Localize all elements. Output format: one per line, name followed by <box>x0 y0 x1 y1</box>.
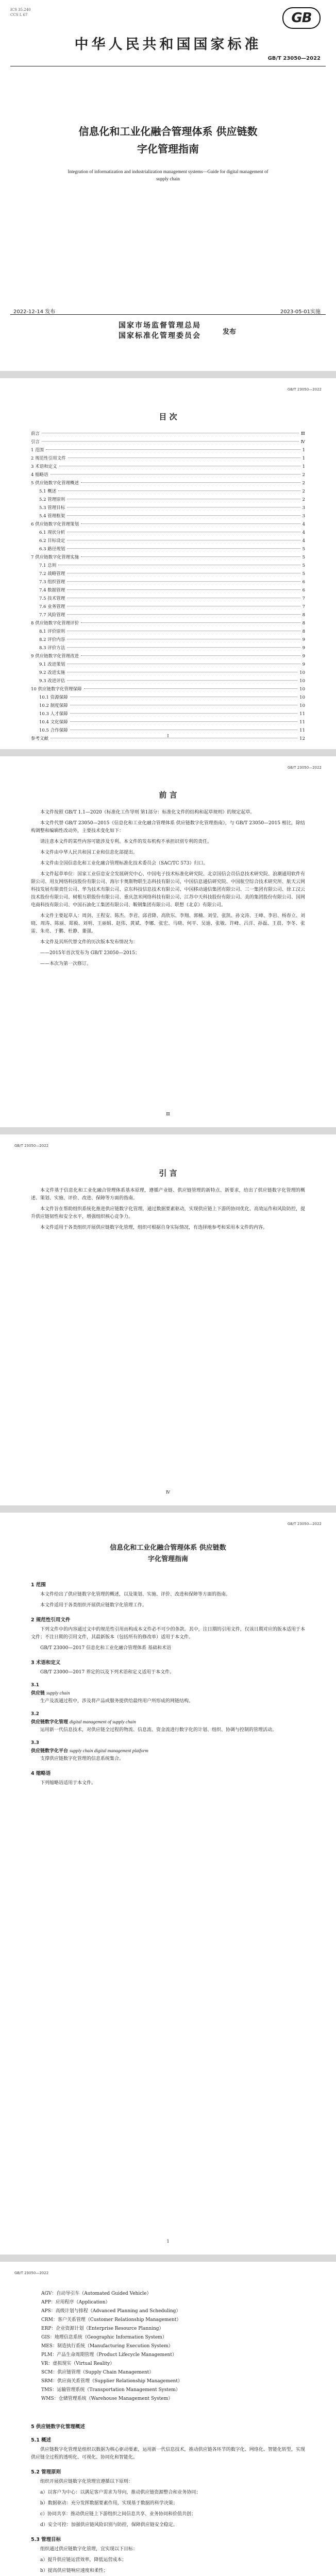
toc-entry-page: 5 <box>302 571 305 577</box>
toc-entry-label: 10.5 合作保障 <box>39 728 68 733</box>
toc-entry[interactable] <box>31 586 305 595</box>
toc-entry-page: 5 <box>302 563 305 568</box>
page-header-number: GB/T 23050—2022 <box>287 387 322 392</box>
abbreviation-item: PLM：产品生命周期管理（Product Lifecycle Management） <box>41 2352 177 2358</box>
toc-entry-label: 5.3 管理目标 <box>39 505 65 511</box>
ics-ccs-codes <box>10 7 31 18</box>
publish-label: 发布 <box>223 328 237 336</box>
toc-entry-page: 8 <box>302 621 305 626</box>
gb-logo <box>282 7 321 29</box>
standard-title: 中华人民共和国国家标准 <box>74 37 262 53</box>
toc-entry[interactable] <box>31 512 305 520</box>
toc-entry[interactable] <box>31 595 305 603</box>
toc-entry[interactable] <box>31 644 305 652</box>
foreword-paragraph: 本文件及其所代替文件的历次版本发布情况为： <box>40 940 138 945</box>
cover-bottom-rule <box>10 314 326 315</box>
toc-entry[interactable] <box>31 471 305 479</box>
term-definition: 生产及流通过程中，涉及将产品或服务提供给最终用户所形成的网链结构。 <box>40 1699 194 1704</box>
abbreviation-item: APP：应用程序（Application） <box>41 2300 110 2305</box>
section-paragraph: a）提升供应链运营效率，降低运营成本； <box>40 2557 127 2563</box>
toc-entry-label: 7.1 总则 <box>39 563 57 568</box>
toc-entry-label: 9.2 改进实施 <box>39 670 65 675</box>
page-header-number: GB/T 23050—2022 <box>287 766 322 770</box>
toc-entry-page: Ⅳ <box>300 439 305 445</box>
toc-entry[interactable] <box>31 430 305 438</box>
publish-date: 2022-12-14 发布 <box>13 309 56 315</box>
toc-entry-label: 8 供应链数字化管理评价 <box>31 621 79 626</box>
toc-entry-page: 6 <box>302 588 305 593</box>
toc-entry[interactable] <box>31 685 305 693</box>
toc-entry-label: 8.1 评价原则 <box>39 629 65 634</box>
foreword-paragraph: 本文件起草单位：国家工业信息安全发展研究中心、中国电子技术标准化研究院、北京国信会员信息技术研究院、浪潮通用软件有限公司、用友网络科技股份有限公司、海尔卡奥斯物联生态科技有限公司、中国信息通信研究院、中国航空综合技术研究所、航天云网科技发展有限责任公司、华为技术有限公司、京东科技信息技术有限公司、中国移动通信集团有限公司、三一集团有限公司、徐工汉云技术股份有限公司、树根互联股份有限公司、重庆忽米网络科技有限公司、江苏中天科技股份有限公司、美的集团股份有限公司、国网电商科技有限公司、中国石油化工集团有限公司、鞍钢集团有限公司、联想（北京）有限公司。 <box>31 872 305 908</box>
toc-entry-page: Ⅲ <box>300 431 305 436</box>
toc-entry[interactable] <box>31 693 305 702</box>
body-page-1 <box>0 1513 336 2255</box>
toc-leader-dots <box>67 680 297 681</box>
foreword-paragraph: ——本次为第一次修订。 <box>40 961 92 967</box>
body-page-2 <box>0 2262 336 2576</box>
cover-title-cn: 信息化和工业化融合管理体系 供应链数字化管理指南 <box>78 125 258 155</box>
toc-entry-page: 1 <box>302 464 305 469</box>
toc-entry-page: 4 <box>302 530 305 535</box>
toc-leader-dots <box>84 688 298 689</box>
section-paragraph: b）数据驱动：充分发挥数据要素作用，实现基于数据的科学决策； <box>40 2501 178 2506</box>
section-heading: 1 范围 <box>31 1582 46 1588</box>
toc-entry-label: 10.4 文化保障 <box>39 720 68 725</box>
toc-entry-page: 9 <box>302 637 305 642</box>
toc-entry-label: 10.2 制度保障 <box>39 703 68 708</box>
term-definition: 运用新一代信息技术，对供应链全过程的物流、信息流、资金流进行数字化的计划、组织、协调与控制的管理活动。 <box>40 1727 277 1733</box>
foreword-page <box>0 756 336 1127</box>
toc-entry[interactable] <box>31 660 305 669</box>
page-footer-number: 1 <box>166 2239 170 2244</box>
ics-code: ICS 35.240 <box>10 8 31 12</box>
toc-entry[interactable] <box>31 553 305 562</box>
toc-entry-page: 11 <box>299 728 305 733</box>
toc-entry-page: 8 <box>302 629 305 634</box>
toc-entry-label: 5.4 管理框架 <box>39 514 65 519</box>
page2-content <box>31 2416 305 2576</box>
toc-leader-dots <box>46 449 300 450</box>
toc-leader-dots <box>81 655 300 656</box>
publisher-1: 国家市场监督管理总局 <box>119 321 201 330</box>
foreword-paragraph: 请注意本文件的某些内容可能涉及专利。本文件的发布机构不承担识别专利的责任。 <box>40 839 212 844</box>
toc-entry[interactable] <box>31 454 305 463</box>
toc-entry-page: 2 <box>302 497 305 502</box>
cover-page <box>0 0 336 371</box>
toc-entry-page: 1 <box>302 448 305 453</box>
toc-entry-page: 9 <box>302 654 305 659</box>
page-separator <box>0 749 336 756</box>
section-paragraph: 本文件给出了供应链数字化管理的概述，以及策划、实施、评价、改进和保障等方面的指南。 <box>40 1592 231 1597</box>
toc-list <box>31 430 305 743</box>
toc-entry-label: 8.3 评价方法 <box>39 646 65 651</box>
abbreviation-item: VR：虚拟现实（Virtual Reality） <box>41 2361 115 2366</box>
toc-entry-page: 4 <box>302 522 305 527</box>
section-paragraph: b）提高供应链响应速度和柔性； <box>40 2568 108 2573</box>
term-name-en: supply chain digital management platform <box>69 1748 148 1753</box>
toc-entry-label: 10.1 资源保障 <box>39 695 68 700</box>
abbreviation-item: ERP：企业资源计划（Enterprise Resource Planning） <box>41 2326 164 2331</box>
toc-entry-label: 5 供应链数字化管理概述 <box>31 481 79 486</box>
intro-body <box>31 1187 305 1235</box>
term-name-en: supply chain <box>46 1690 70 1696</box>
toc-page <box>0 378 336 749</box>
toc-entry-label: 6.3 路径规划 <box>39 547 65 552</box>
toc-entry[interactable] <box>31 562 305 570</box>
foreword-title: 前 言 <box>159 790 177 800</box>
term-name-line <box>31 1718 305 1726</box>
toc-leader-dots <box>67 515 300 516</box>
abbreviation-item: TMS：运输管理系统（Transportation Management System） <box>41 2387 180 2393</box>
toc-entry-page: 2 <box>302 481 305 486</box>
abbreviation-item: WMS：仓储管理系统（Warehouse Management System） <box>41 2396 173 2401</box>
section-paragraph: 本文件适用于各类组织开展供应链数字化管理工作。 <box>40 1603 147 1608</box>
toc-entry-label: 5.2 管理原则 <box>39 497 65 502</box>
toc-entry-label: 参考文献 <box>31 736 49 741</box>
page-separator <box>0 1505 336 1513</box>
section-paragraph: d）安全可控：加强供应链风险识别与防控，保障供应链安全稳定。 <box>40 2522 178 2528</box>
section-paragraph: c）协同共享：推动供应链上下游组织之间信息共享、业务协同和价值共创； <box>40 2512 196 2517</box>
toc-leader-dots <box>67 647 300 648</box>
section-heading: 5.3 管理目标 <box>31 2537 61 2543</box>
toc-entry-page: 10 <box>299 703 305 708</box>
abbreviation-item: MES：制造执行系统（Manufacturing Execution System） <box>41 2344 173 2349</box>
toc-entry[interactable] <box>31 611 305 619</box>
section-heading: 2 规范性引用文件 <box>31 1617 71 1623</box>
toc-entry-label: 2 规范性引用文件 <box>31 456 66 461</box>
section-paragraph: 供应链数字化管理是组织以数据为核心驱动要素，运用新一代信息技术，推动供应链各环节的数字化、网络化、智能化转型，实现供应链全过程的透明化、可视化、协同化和智能化。 <box>31 2447 305 2460</box>
toc-entry-page: 1 <box>302 456 305 461</box>
toc-leader-dots <box>58 490 300 491</box>
toc-entry[interactable] <box>31 496 305 504</box>
toc-entry-page: 7 <box>302 604 305 609</box>
page-header-number: GB/T 23050—2022 <box>14 2271 49 2275</box>
toc-entry-page: 10 <box>299 670 305 675</box>
foreword-paragraph: 本文件主要起草人：周剑、王程安、陈杰、李君、邱君降、高欣东、李翔、郭楠、刘莹、张凯、孙文涛、王峰、李岩、杨春立、刘晓、周涛、陈丽、郑毅、刘明、王丽娟、赵伟、黄斌、李娜、张宏、马晓、何平、吴迪、张敏、许峰、吕洋、孙磊、王晨、李冬、张雷、朱亮、于鹏、杜静、董强。 <box>31 913 305 934</box>
term-definition: 支撑供应链数字化管理的信息系统集合。 <box>40 1756 124 1761</box>
toc-entry[interactable] <box>31 677 305 685</box>
toc-entry-label: 7.5 技术管理 <box>39 596 65 601</box>
cover-title-en: Integration of informatization and industrialization management systems—Guide for digital management of supply chain <box>68 169 268 181</box>
toc-entry-label: 9.1 改进策划 <box>39 662 65 667</box>
foreword-body <box>31 809 305 971</box>
toc-entry-label: 6 供应链数字化管理策划 <box>31 522 79 527</box>
toc-leader-dots <box>67 581 300 582</box>
body-content <box>31 1574 305 1790</box>
toc-entry[interactable] <box>31 628 305 636</box>
body-title: 信息化和工业化融合管理体系 供应链数字化管理指南 <box>110 1544 226 1563</box>
section-heading: 5 供应链数字化管理概述 <box>31 2424 85 2430</box>
toc-entry-label: 4 缩略语 <box>31 472 48 478</box>
term-name-line <box>31 1747 305 1755</box>
toc-entry-page: 4 <box>302 538 305 544</box>
term-number: 3.3 <box>31 1740 39 1745</box>
term-number: 3.1 <box>31 1683 39 1688</box>
term-entry <box>31 1710 305 1734</box>
toc-entry-page: 12 <box>299 736 305 741</box>
toc-leader-dots <box>81 622 300 623</box>
page-separator <box>0 371 336 378</box>
section-paragraph: 下列文件中的内容通过文中的规范性引用而构成本文件必不可少的条款。其中，注日期的引用文件，仅该日期对应的版本适用于本文件；不注日期的引用文件，其最新版本（包括所有的修改单）适用于本文件。 <box>31 1627 305 1640</box>
section-paragraph: 下列缩略语适用于本文件。 <box>40 1781 96 1786</box>
toc-entry[interactable] <box>31 504 305 512</box>
toc-entry-page: 7 <box>302 596 305 601</box>
toc-entry-page: 6 <box>302 580 305 585</box>
term-name-cn: 供应链 <box>31 1691 45 1696</box>
section-heading: 4 缩略语 <box>31 1771 51 1776</box>
toc-entry-label: 9.3 改进评估 <box>39 679 65 684</box>
toc-entry-label: 7 供应链数字化管理实施 <box>31 555 79 560</box>
section-heading: 5.2 管理原则 <box>31 2469 61 2475</box>
toc-entry[interactable] <box>31 570 305 578</box>
section-heading: 3 术语和定义 <box>31 1660 61 1666</box>
toc-entry-label: 7.2 战略管理 <box>39 571 65 577</box>
foreword-paragraph: 本文件代替 GB/T 23050—2015《信息化和工业化融合管理体系 供应链数字化管理指南》，与 GB/T 23050—2015 相比，除结构调整和编辑性改动外，主要技术变化如下： <box>31 821 305 834</box>
page-footer-number: Ⅰ <box>167 734 169 738</box>
toc-entry-label: 6.1 现状分析 <box>39 530 65 535</box>
toc-entry-label: 10 供应链数字化管理保障 <box>31 687 82 692</box>
toc-entry[interactable] <box>31 479 305 487</box>
section-paragraph: 组织开展供应链数字化管理宜遵循以下原则： <box>40 2479 133 2484</box>
toc-entry-page: 10 <box>299 695 305 700</box>
abbreviation-item: SRM：供应商关系管理（Supplier Relationship Management） <box>41 2379 182 2384</box>
abbreviation-item: SCM：供应链管理（Supply Chain Management） <box>41 2370 154 2375</box>
abbreviation-item: CRM：客户关系管理（Customer Relationship Management） <box>41 2317 181 2323</box>
toc-entry-page: 9 <box>302 662 305 667</box>
foreword-paragraph: 本文件由中华人民共和国工业和信息化部提出。 <box>40 850 138 855</box>
foreword-paragraph: 本文件由全国信息化和工业化融合管理标准化技术委员会（SAC/TC 573）归口。 <box>40 861 208 866</box>
gb-logo-text: GB <box>291 10 312 26</box>
toc-entry[interactable] <box>31 669 305 677</box>
page-separator <box>0 2255 336 2262</box>
toc-entry[interactable] <box>31 652 305 660</box>
toc-entry-label: 1 范围 <box>31 448 44 453</box>
toc-entry[interactable] <box>31 463 305 471</box>
toc-entry-page: 8 <box>302 613 305 618</box>
foreword-paragraph: ——2015年首次发布为 GB/T 23050—2015； <box>40 951 140 956</box>
toc-leader-dots <box>68 457 300 458</box>
foreword-paragraph: 本文件按照 GB/T 1.1—2020《标准化工作导则 第1部分：标准化文件的结构和起草规则》的规定起草。 <box>40 810 255 815</box>
toc-title: 目 次 <box>159 412 177 421</box>
toc-entry-label: 10.3 人才保障 <box>39 711 68 717</box>
ccs-code: CCS L 67 <box>10 13 28 17</box>
page-footer-number: Ⅲ <box>166 1112 170 1116</box>
implement-date: 2023-05-01实施 <box>280 309 321 315</box>
toc-entry-page: 3 <box>302 514 305 519</box>
toc-entry-page: 5 <box>302 547 305 552</box>
term-entry <box>31 1682 305 1705</box>
term-name-en: digital management of supply chain <box>69 1719 136 1724</box>
page-footer-number: Ⅳ <box>166 1490 170 1495</box>
toc-entry-label: 6.2 目标设定 <box>39 538 65 544</box>
toc-entry-label: 7.7 风险管理 <box>39 613 65 618</box>
toc-entry-page: 2 <box>302 472 305 478</box>
toc-entry-page: 10 <box>299 679 305 684</box>
term-name-line <box>31 1689 305 1698</box>
toc-entry-page: 2 <box>302 489 305 494</box>
toc-entry-label: 8.2 评价内容 <box>39 637 65 642</box>
abbreviation-item: GIS：地理信息系统（Geographic Information System） <box>41 2335 167 2340</box>
toc-entry[interactable] <box>31 619 305 628</box>
term-name-cn: 供应链数字化管理 <box>31 1720 69 1725</box>
toc-entry[interactable] <box>31 537 305 545</box>
toc-entry[interactable] <box>31 578 305 586</box>
section-heading: 5.1 概述 <box>31 2437 52 2443</box>
toc-leader-dots <box>42 441 298 442</box>
abbreviation-item: AGV：自动导引车（Automated Guided Vehicle） <box>41 2291 152 2296</box>
toc-entry-page: 11 <box>299 720 305 725</box>
page-header-number: GB/T 23050—2022 <box>287 1522 322 1526</box>
toc-entry[interactable] <box>31 718 305 726</box>
toc-leader-dots <box>67 614 300 615</box>
publishers <box>119 320 201 341</box>
toc-entry-label: 5.1 概述 <box>39 489 57 494</box>
toc-entry[interactable] <box>31 710 305 718</box>
toc-entry-label: 9 供应链数字化管理改进 <box>31 654 79 659</box>
toc-entry-page: 3 <box>302 505 305 511</box>
toc-entry[interactable] <box>31 438 305 446</box>
term-entry <box>31 1739 305 1763</box>
intro-title: 引 言 <box>159 1168 177 1178</box>
toc-entry-label: 3 术语和定义 <box>31 464 57 469</box>
toc-entry-label: 前言 <box>31 431 40 436</box>
toc-entry[interactable] <box>31 520 305 529</box>
toc-leader-dots <box>70 721 298 722</box>
term-name-cn: 供应链数字化平台 <box>31 1749 69 1754</box>
intro-paragraph: 本文件旨在帮助组织系统化推进供应链数字化管理，通过数据要素驱动，实现供应链上下游的协同优化、高效运作和风险防控，提升供应链韧性和安全水平，增强组织核心竞争力。 <box>31 1207 305 1219</box>
toc-leader-dots <box>81 482 300 483</box>
toc-entry-page: 9 <box>302 646 305 651</box>
toc-entry[interactable] <box>31 545 305 553</box>
abbreviation-item: APS：高级计划与排程（Advanced Planning and Scheduling） <box>41 2309 181 2314</box>
toc-entry-page: 10 <box>299 687 305 692</box>
toc-entry[interactable] <box>31 636 305 644</box>
toc-entry-page: 5 <box>302 555 305 560</box>
term-number: 3.2 <box>31 1711 39 1717</box>
publisher-2: 国家标准化管理委员会 <box>119 332 201 340</box>
abbreviation-list <box>41 2290 299 2403</box>
toc-entry-label: 7.3 组织管理 <box>39 580 65 585</box>
standard-number: GB/T 23050—2022 <box>267 56 321 61</box>
toc-entry-page: 11 <box>299 711 305 717</box>
section-paragraph: a）以客户为中心：以满足客户需求为导向，推动供应链资源整合和业务协同； <box>40 2490 201 2495</box>
toc-entry[interactable] <box>31 702 305 710</box>
toc-entry-label: 7.4 数据管理 <box>39 588 65 593</box>
introduction-page <box>0 1134 336 1505</box>
toc-entry[interactable] <box>31 529 305 537</box>
page-separator <box>0 1127 336 1134</box>
section-paragraph: GB/T 23000—2017 界定的以及下列术语和定义适用于本文件。 <box>40 1670 175 1675</box>
section-paragraph: 组织通过供应链数字化管理，宜实现以下目标： <box>40 2547 138 2552</box>
toc-leader-dots <box>81 556 300 557</box>
section-paragraph: GB/T 23000—2017 信息化和工业化融合管理体系 基础和术语 <box>40 1646 171 1651</box>
toc-entry-label: 引言 <box>31 439 40 445</box>
toc-entry[interactable] <box>31 603 305 611</box>
toc-entry[interactable] <box>31 446 305 454</box>
toc-entry-label: 7.6 业务管理 <box>39 604 65 609</box>
toc-entry[interactable] <box>31 487 305 496</box>
page-header-number: GB/T 23050—2022 <box>14 1144 49 1148</box>
toc-leader-dots <box>70 713 298 714</box>
toc-leader-dots <box>67 548 300 549</box>
toc-leader-dots <box>67 589 300 590</box>
intro-paragraph: 本文件基于信息化和工业化融合管理体系基本原理，遵循产业链、供应链管理的新特点、新要求，给出了供应链数字化管理的概述、策划、实施、评价、改进、保障等方面的指南。 <box>31 1188 305 1201</box>
intro-paragraph: 本文件适用于各类组织开展供应链数字化管理，组织可根据自身实际情况，有选择地参考和采用本文件的内容。 <box>40 1225 268 1230</box>
toc-leader-dots <box>81 523 300 524</box>
